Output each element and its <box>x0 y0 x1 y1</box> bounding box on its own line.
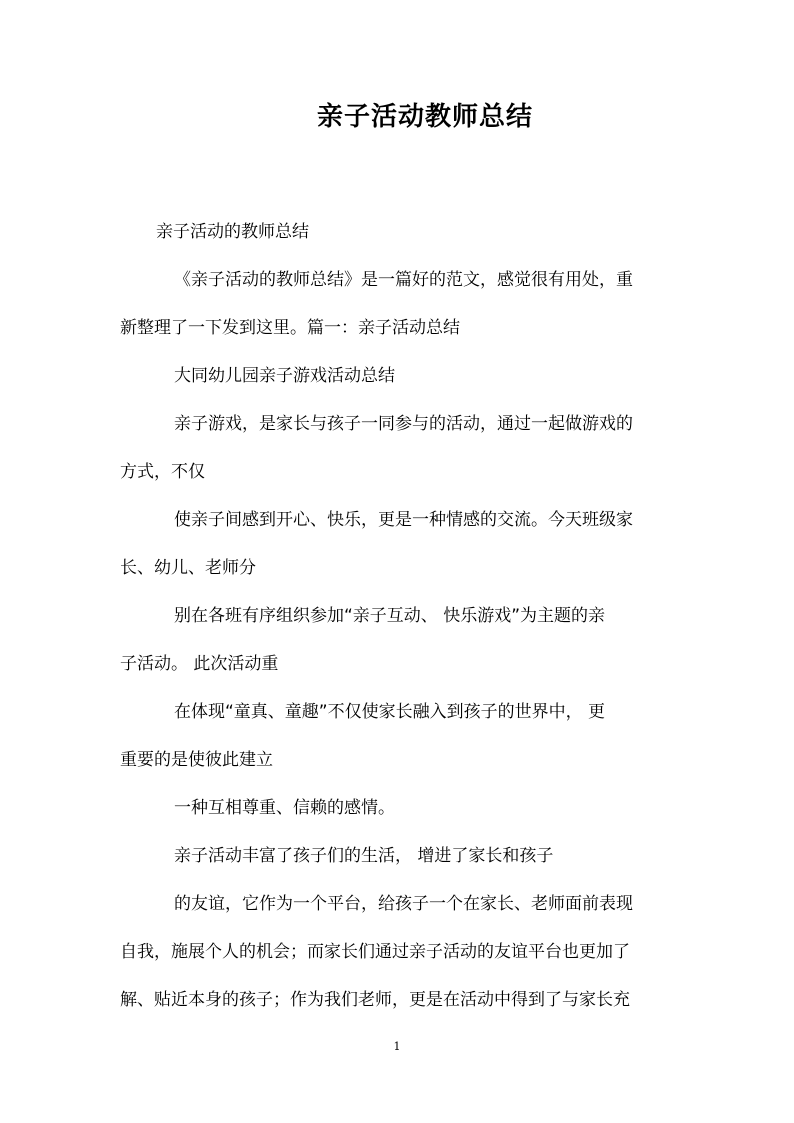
paragraph-line: 亲子游戏，是家长与孩子一同参与的活动，通过一起做游戏的 <box>174 414 633 434</box>
paragraph-line: 长、幼儿、老师分 <box>120 558 256 578</box>
paragraph-line: 在体现“童真、童趣”不仅使家长融入到孩子的世界中， 更 <box>174 702 606 722</box>
paragraph-line: 的友谊，它作为一个平台，给孩子一个在家长、老师面前表现 <box>174 894 633 914</box>
paragraph-line: 亲子活动丰富了孩子们的生活， 增进了家长和孩子 <box>174 846 554 866</box>
paragraph-line: 大同幼儿园亲子游戏活动总结 <box>174 366 395 386</box>
paragraph-line: 方式，不仅 <box>120 462 205 482</box>
paragraph-line: 重要的是使彼此建立 <box>120 750 273 770</box>
paragraph-line: 新整理了一下发到这里。篇一：亲子活动总结 <box>120 318 460 338</box>
document-title: 亲子活动教师总结 <box>316 102 533 132</box>
paragraph-line: 使亲子间感到开心、快乐，更是一种情感的交流。今天班级家 <box>174 510 633 530</box>
paragraph-line: 子活动。 此次活动重 <box>120 654 279 674</box>
paragraph-line: 一种互相尊重、信赖的感情。 <box>174 798 395 818</box>
document-body <box>120 208 680 1024</box>
paragraph-line: 《亲子活动的教师总结》是一篇好的范文，感觉很有用处，重 <box>174 270 633 290</box>
page-number: 1 <box>393 1040 401 1053</box>
paragraph-line: 别在各班有序组织参加“亲子互动、 快乐游戏”为主题的亲 <box>174 606 606 626</box>
paragraph-line: 自我，施展个人的机会；而家长们通过亲子活动的友谊平台也更加了 <box>120 942 630 962</box>
paragraph-line: 亲子活动的教师总结 <box>156 222 309 242</box>
paragraph-line: 解、贴近本身的孩子；作为我们老师，更是在活动中得到了与家长充 <box>120 990 630 1010</box>
